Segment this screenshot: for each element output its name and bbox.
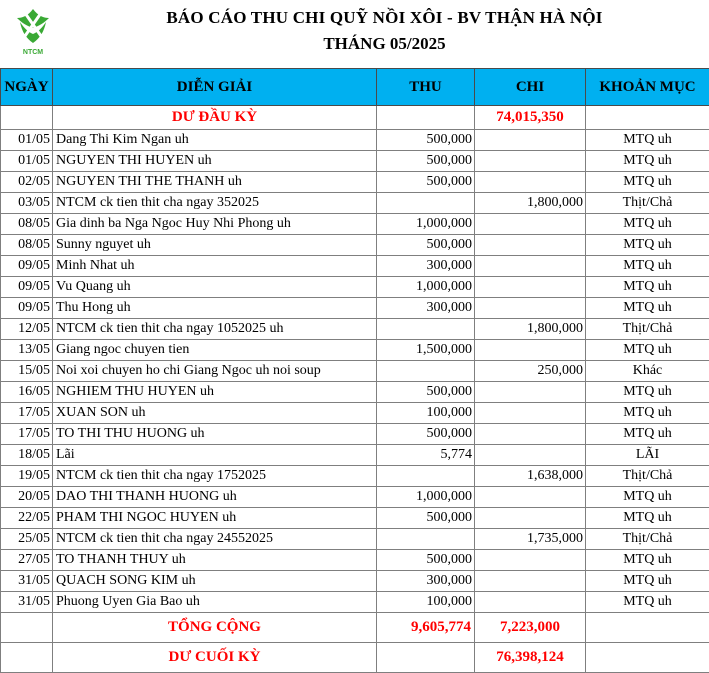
row-description: Giang ngoc chuyen tien <box>53 340 377 361</box>
table-row <box>1 193 709 214</box>
table-row <box>1 487 709 508</box>
row-category: Thịt/Chả <box>586 466 709 487</box>
row-category: MTQ uh <box>586 571 709 592</box>
table-row <box>1 550 709 571</box>
row-description: NGUYEN THI HUYEN uh <box>53 151 377 172</box>
row-category: Khác <box>586 361 709 382</box>
row-date: 20/05 <box>1 487 53 508</box>
row-expense <box>475 445 586 466</box>
table-row <box>1 382 709 403</box>
row-date: 17/05 <box>1 403 53 424</box>
row-income: 300,000 <box>377 256 475 277</box>
row-income: 1,000,000 <box>377 277 475 298</box>
closing-label: DƯ CUỐI KỲ <box>53 643 377 673</box>
row-income: 1,000,000 <box>377 214 475 235</box>
row-expense <box>475 487 586 508</box>
row-description: NTCM ck tien thit cha ngay 24552025 <box>53 529 377 550</box>
row-date: 01/05 <box>1 151 53 172</box>
table-row <box>1 529 709 550</box>
row-expense <box>475 424 586 445</box>
table-row <box>1 403 709 424</box>
row-income: 100,000 <box>377 403 475 424</box>
row-date: 08/05 <box>1 214 53 235</box>
row-income: 1,500,000 <box>377 340 475 361</box>
row-income: 500,000 <box>377 151 475 172</box>
row-category: MTQ uh <box>586 235 709 256</box>
row-expense: 250,000 <box>475 361 586 382</box>
col-header-category: KHOẢN MỤC <box>586 69 709 106</box>
row-category: MTQ uh <box>586 424 709 445</box>
col-header-date: NGÀY <box>1 69 53 106</box>
row-description: TO THI THU HUONG uh <box>53 424 377 445</box>
logo-text: NTCM <box>23 49 43 56</box>
row-description: Dang Thi Kim Ngan uh <box>53 130 377 151</box>
row-category: MTQ uh <box>586 130 709 151</box>
row-date: 09/05 <box>1 256 53 277</box>
row-date: 27/05 <box>1 550 53 571</box>
table-row <box>1 361 709 382</box>
row-description: PHAM THI NGOC HUYEN uh <box>53 508 377 529</box>
row-income: 500,000 <box>377 130 475 151</box>
row-expense: 1,735,000 <box>475 529 586 550</box>
row-category: Thịt/Chả <box>586 193 709 214</box>
row-category: Thịt/Chả <box>586 529 709 550</box>
row-income: 500,000 <box>377 508 475 529</box>
row-description: NTCM ck tien thit cha ngay 1052025 uh <box>53 319 377 340</box>
row-income: 500,000 <box>377 172 475 193</box>
col-header-description: DIỄN GIẢI <box>53 69 377 106</box>
table-row <box>1 256 709 277</box>
row-income: 500,000 <box>377 382 475 403</box>
row-date: 19/05 <box>1 466 53 487</box>
row-category: MTQ uh <box>586 340 709 361</box>
row-expense <box>475 592 586 613</box>
table-body <box>1 106 709 613</box>
row-expense <box>475 130 586 151</box>
row-expense <box>475 151 586 172</box>
row-category: MTQ uh <box>586 592 709 613</box>
total-label: TỔNG CỘNG <box>53 613 377 643</box>
row-expense <box>475 256 586 277</box>
row-date: 22/05 <box>1 508 53 529</box>
col-header-income: THU <box>377 69 475 106</box>
ntcm-logo <box>14 6 52 58</box>
row-description: NGUYEN THI THE THANH uh <box>53 172 377 193</box>
row-date: 13/05 <box>1 340 53 361</box>
row-category: LÃI <box>586 445 709 466</box>
row-income: 500,000 <box>377 550 475 571</box>
table-header-row <box>1 69 709 106</box>
row-category: MTQ uh <box>586 214 709 235</box>
row-description: NTCM ck tien thit cha ngay 1752025 <box>53 466 377 487</box>
row-expense <box>475 508 586 529</box>
row-income: 300,000 <box>377 298 475 319</box>
row-description: Thu Hong uh <box>53 298 377 319</box>
ledger-table <box>0 68 709 673</box>
row-date: 31/05 <box>1 571 53 592</box>
table-row <box>1 235 709 256</box>
row-income <box>377 529 475 550</box>
row-income: 100,000 <box>377 592 475 613</box>
row-category: MTQ uh <box>586 277 709 298</box>
row-expense <box>475 403 586 424</box>
row-date: 12/05 <box>1 319 53 340</box>
row-expense: 1,800,000 <box>475 319 586 340</box>
row-expense <box>475 235 586 256</box>
table-row <box>1 340 709 361</box>
row-income: 500,000 <box>377 235 475 256</box>
row-description: Minh Nhat uh <box>53 256 377 277</box>
row-income: 1,000,000 <box>377 487 475 508</box>
page-title: BÁO CÁO THU CHI QUỸ NỒI XÔI - BV THẬN HÀ NỘI <box>60 8 709 28</box>
table-row <box>1 466 709 487</box>
table-row <box>1 277 709 298</box>
report-header <box>0 0 709 68</box>
row-description: Noi xoi chuyen ho chi Giang Ngoc uh noi soup <box>53 361 377 382</box>
table-row <box>1 445 709 466</box>
row-expense <box>475 298 586 319</box>
row-category: MTQ uh <box>586 382 709 403</box>
row-date: 18/05 <box>1 445 53 466</box>
total-row <box>1 613 709 643</box>
table-row <box>1 592 709 613</box>
row-description: XUAN SON uh <box>53 403 377 424</box>
row-category: MTQ uh <box>586 550 709 571</box>
row-income: 500,000 <box>377 424 475 445</box>
row-income <box>377 361 475 382</box>
row-description: Vu Quang uh <box>53 277 377 298</box>
row-date: 09/05 <box>1 277 53 298</box>
opening-balance-row <box>1 106 709 130</box>
row-expense <box>475 550 586 571</box>
row-category: MTQ uh <box>586 508 709 529</box>
row-income: 5,774 <box>377 445 475 466</box>
row-description: NGHIEM THU HUYEN uh <box>53 382 377 403</box>
row-income <box>377 466 475 487</box>
total-expense: 7,223,000 <box>475 613 586 643</box>
total-income: 9,605,774 <box>377 613 475 643</box>
row-date: 31/05 <box>1 592 53 613</box>
closing-amount: 76,398,124 <box>475 643 586 673</box>
row-expense <box>475 340 586 361</box>
row-category: MTQ uh <box>586 151 709 172</box>
table-row <box>1 130 709 151</box>
row-date: 02/05 <box>1 172 53 193</box>
row-expense: 1,800,000 <box>475 193 586 214</box>
table-row <box>1 424 709 445</box>
row-category: MTQ uh <box>586 403 709 424</box>
table-row <box>1 571 709 592</box>
table-row <box>1 172 709 193</box>
row-description: QUACH SONG KIM uh <box>53 571 377 592</box>
row-category: MTQ uh <box>586 172 709 193</box>
row-date: 09/05 <box>1 298 53 319</box>
row-date: 08/05 <box>1 235 53 256</box>
row-description: TO THANH THUY uh <box>53 550 377 571</box>
row-date: 01/05 <box>1 130 53 151</box>
row-expense <box>475 277 586 298</box>
table-row <box>1 319 709 340</box>
opening-label: DƯ ĐẦU KỲ <box>53 106 377 130</box>
table-row <box>1 508 709 529</box>
row-description: Sunny nguyet uh <box>53 235 377 256</box>
row-description: NTCM ck tien thit cha ngay 352025 <box>53 193 377 214</box>
row-date: 25/05 <box>1 529 53 550</box>
row-description: Lãi <box>53 445 377 466</box>
row-expense <box>475 214 586 235</box>
row-expense <box>475 172 586 193</box>
row-date: 17/05 <box>1 424 53 445</box>
row-description: DAO THI THANH HUONG uh <box>53 487 377 508</box>
opening-amount: 74,015,350 <box>475 106 586 130</box>
row-date: 03/05 <box>1 193 53 214</box>
row-date: 16/05 <box>1 382 53 403</box>
row-income: 300,000 <box>377 571 475 592</box>
col-header-expense: CHI <box>475 69 586 106</box>
row-category: MTQ uh <box>586 298 709 319</box>
report-month: THÁNG 05/2025 <box>60 34 709 54</box>
closing-balance-row <box>1 643 709 673</box>
row-description: Gia dinh ba Nga Ngoc Huy Nhi Phong uh <box>53 214 377 235</box>
row-date: 15/05 <box>1 361 53 382</box>
row-expense <box>475 382 586 403</box>
table-row <box>1 214 709 235</box>
row-category: MTQ uh <box>586 256 709 277</box>
row-expense: 1,638,000 <box>475 466 586 487</box>
row-category: Thịt/Chả <box>586 319 709 340</box>
row-description: Phuong Uyen Gia Bao uh <box>53 592 377 613</box>
row-income <box>377 319 475 340</box>
row-category: MTQ uh <box>586 487 709 508</box>
row-income <box>377 193 475 214</box>
table-row <box>1 151 709 172</box>
table-row <box>1 298 709 319</box>
row-expense <box>475 571 586 592</box>
